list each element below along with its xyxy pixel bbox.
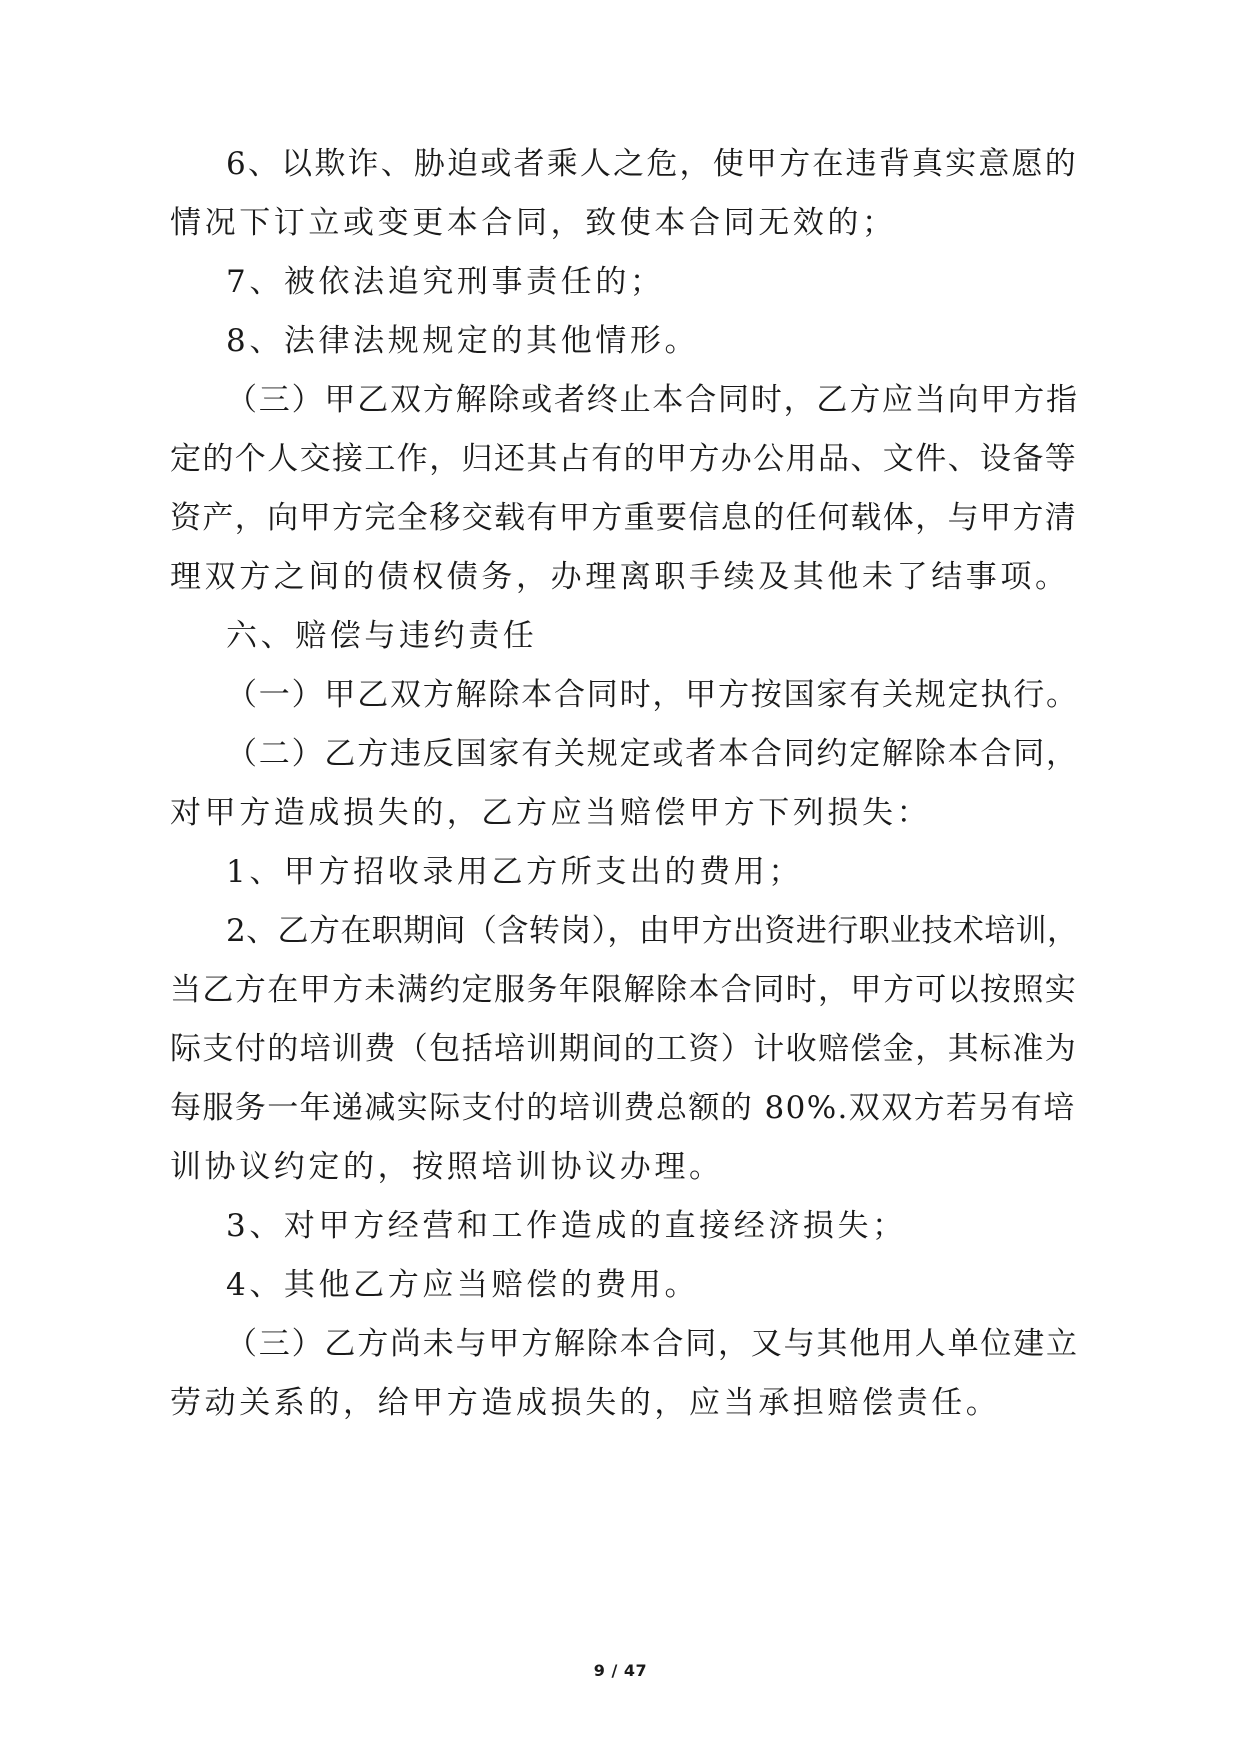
text-line: 8、法律法规规定的其他情形。: [226, 323, 700, 359]
text-line: 2、乙方在职期间（含转岗），由甲方出资进行职业技术培训，: [226, 913, 1079, 949]
text-line: 对甲方造成损失的，乙方应当赔偿甲方下列损失：: [170, 795, 932, 831]
text-line: 训协议约定的，按照培训协议办理。: [170, 1149, 724, 1185]
section-heading: 六、赔偿与违约责任: [226, 618, 538, 654]
text-line: 4、其他乙方应当赔偿的费用。: [226, 1267, 700, 1303]
page-number: 9 / 47: [593, 1661, 648, 1680]
text-line: 7、被依法追究刑事责任的；: [226, 264, 665, 300]
text-line: 资产，向甲方完全移交载有甲方重要信息的任何载体，与甲方清: [170, 500, 1078, 536]
text-line: 劳动关系的，给甲方造成损失的，应当承担赔偿责任。: [170, 1385, 1001, 1421]
text-line: 定的个人交接工作，归还其占有的甲方办公用品、文件、设备等: [170, 441, 1078, 477]
text-line: 1、甲方招收录用乙方所支出的费用；: [226, 854, 803, 890]
text-line: （三）乙方尚未与甲方解除本合同，又与其他用人单位建立: [226, 1326, 1079, 1362]
text-line: 当乙方在甲方未满约定服务年限解除本合同时，甲方可以按照实: [170, 972, 1078, 1008]
text-line: 际支付的培训费（包括培训期间的工资）计收赔偿金，其标准为: [170, 1031, 1078, 1067]
text-line: （一）甲乙双方解除本合同时，甲方按国家有关规定执行。: [226, 677, 1079, 713]
text-line: 情况下订立或变更本合同，致使本合同无效的；: [170, 205, 897, 241]
text-line: 6、以欺诈、胁迫或者乘人之危，使甲方在违背真实意愿的: [226, 146, 1078, 182]
text-line: （二）乙方违反国家有关规定或者本合同约定解除本合同，: [226, 736, 1079, 772]
text-line: （三）甲乙双方解除或者终止本合同时，乙方应当向甲方指: [226, 382, 1079, 418]
text-line: 3、对甲方经营和工作造成的直接经济损失；: [226, 1208, 907, 1244]
text-line: 理双方之间的债权债务，办理离职手续及其他未了结事项。: [170, 559, 1070, 595]
text-line: 每服务一年递减实际支付的培训费总额的 80%.双双方若另有培: [170, 1090, 1076, 1126]
